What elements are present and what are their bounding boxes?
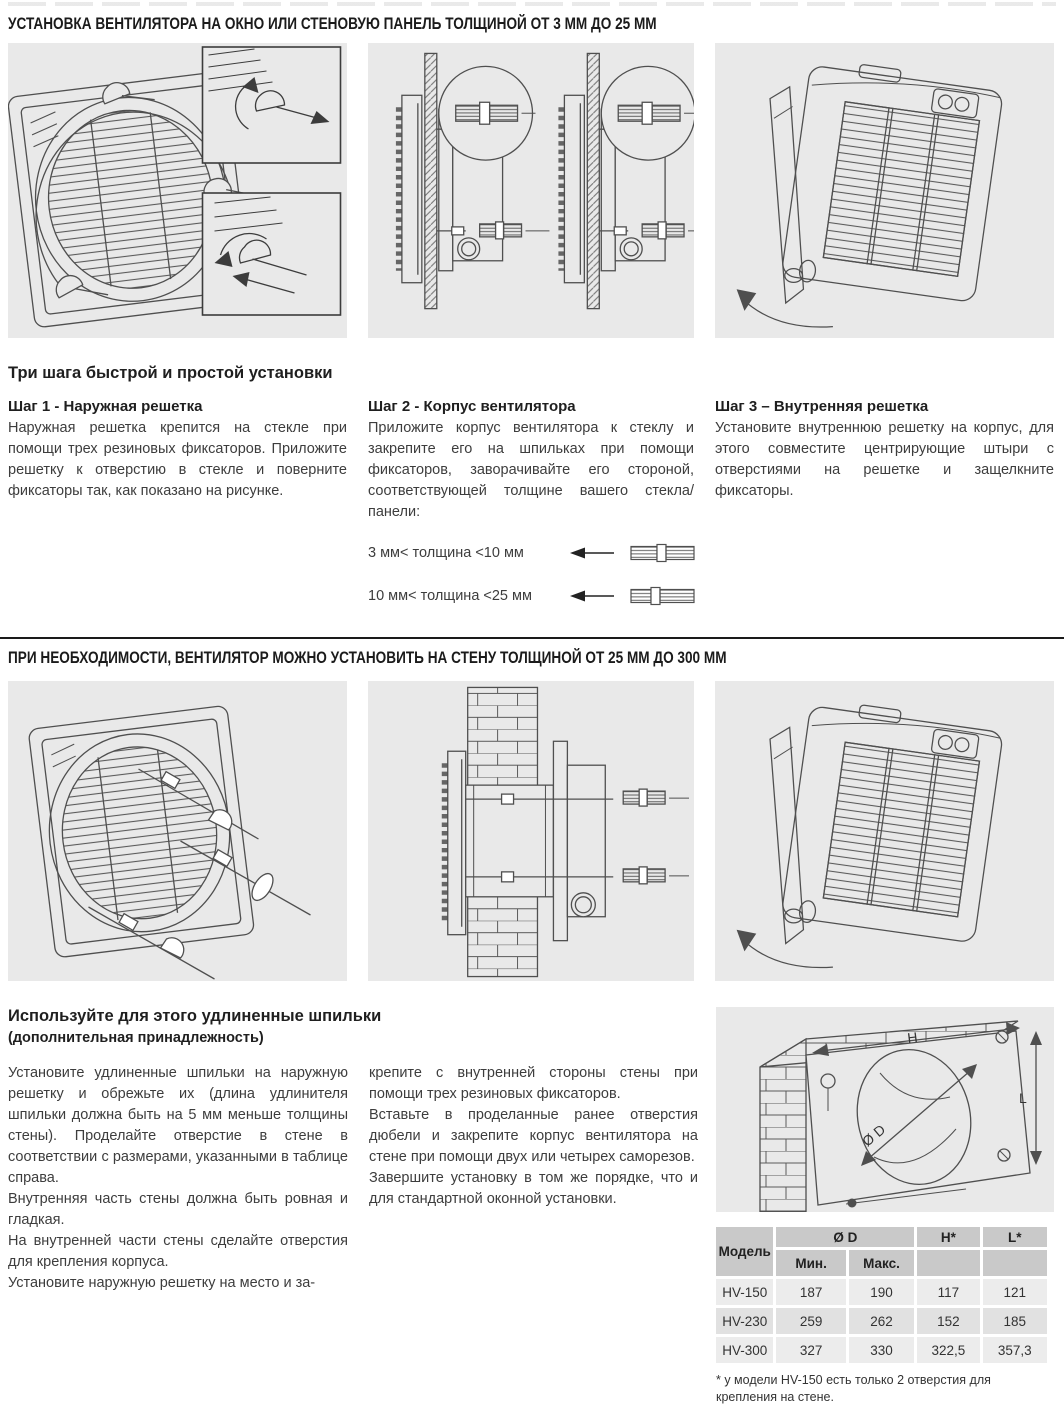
dimension-label-d: Ø D (858, 1121, 889, 1150)
cell-l-1: 185 (983, 1308, 1047, 1334)
table-header-min: Мин. (776, 1250, 845, 1276)
cell-h-2: 322,5 (917, 1337, 979, 1363)
table-header-diameter: Ø D (776, 1227, 914, 1247)
fixator-thick-icon (630, 585, 696, 607)
cell-min-1: 259 (776, 1308, 845, 1334)
step-3 (715, 398, 1054, 609)
paragraph: Завершите установку в том же порядке, что и для стандартной оконной установки. (369, 1170, 698, 1208)
fixator-thin-icon (630, 542, 696, 564)
illustration-wall-cross-section (368, 681, 694, 981)
illustration-grille-long-pins (8, 681, 347, 981)
left-arrow-icon (568, 546, 616, 560)
left-arrow-icon (568, 589, 616, 603)
thickness-spec-2-label: 10 мм< толщина <25 мм (368, 588, 532, 605)
table-header-h: H* (917, 1227, 979, 1247)
table-footnote: * у модели HV-150 есть только 2 отверстия для крепления на стене. (716, 1373, 991, 1404)
illustration-row-wall-install (8, 681, 1056, 981)
paragraph: Внутренняя часть стены должна быть ровная и гладкая. (8, 1191, 348, 1229)
illustration-side-mount-glass (368, 43, 694, 338)
cell-h-0: 117 (917, 1279, 979, 1305)
cropped-previous-line (8, 2, 1056, 6)
step-2-text: Приложите корпус вентилятора к стеклу и закрепите его на шпильках при помощи фиксаторов, заворачивайте его стороной, соответствующей толщине вашего стекла/панели: (368, 420, 694, 521)
step-2-title: Шаг 2 - Корпус вентилятора (368, 398, 576, 415)
steps-subtitle: Три шага быстрой и простой установки (8, 364, 333, 382)
step-1-title: Шаг 1 - Наружная решетка (8, 398, 203, 415)
text-column-2 (369, 1063, 698, 1294)
illustration-fan-inner-grille-2 (715, 681, 1054, 981)
table-header-l: L* (983, 1227, 1047, 1247)
cell-h-1: 152 (917, 1308, 979, 1334)
paragraph: крепите с внутренней стороны стены при помощи трех резиновых фиксаторов. (369, 1065, 698, 1103)
dimensions-table (716, 1227, 1047, 1363)
illustration-row-window-install (8, 43, 1056, 338)
table-header-h-sub (917, 1250, 979, 1276)
table-header-l-sub (983, 1250, 1047, 1276)
cell-model-0: HV-150 (716, 1279, 773, 1305)
steps-columns (8, 398, 1056, 609)
step-2 (368, 398, 694, 609)
step-3-title: Шаг 3 – Внутренняя решетка (715, 398, 929, 415)
step-1 (8, 398, 347, 609)
step-1-text: Наружная решетка крепится на стекле при помощи трех резиновых фиксаторов. Приложите решетку к отверстию в стекле и поверните фиксаторы так, как показано на рисунке. (8, 420, 347, 500)
illustration-outer-grille-fixators (8, 43, 347, 338)
cell-model-2: HV-300 (716, 1337, 773, 1363)
table-header-max: Макс. (849, 1250, 914, 1276)
cell-max-1: 262 (849, 1308, 914, 1334)
section-divider (0, 637, 1064, 639)
paragraph: Вставьте в проделанные ранее отверстия дюбели и закрепите корпус вентилятора на стене при помощи двух или четырех саморезов. (369, 1107, 698, 1166)
pins-subtitle-note: (дополнительная принадлежность) (8, 1030, 264, 1047)
thickness-spec-2 (368, 583, 694, 609)
cell-max-0: 190 (849, 1279, 914, 1305)
paragraph: Установите удлиненные шпильки на наружную решетку и обрежьте их (длина удлинителя шпильки должна быть на 5 мм меньше толщины стены). Проделайте отверстие в стене в соответствии с размерами, указанными в таблице справа. (8, 1065, 348, 1187)
paragraph: На внутренней части стены сделайте отверстия для крепления корпуса. (8, 1233, 348, 1271)
wall-install-section (8, 1007, 1056, 1418)
thickness-spec-1 (368, 540, 694, 566)
thickness-spec-1-label: 3 мм< толщина <10 мм (368, 545, 524, 562)
cell-min-0: 187 (776, 1279, 845, 1305)
illustration-wall-dimensions (716, 1007, 1054, 1212)
dimension-label-l: L (1019, 1090, 1027, 1107)
pins-subtitle: Используйте для этого удлиненные шпильки (8, 1007, 382, 1026)
text-column-1 (8, 1063, 348, 1294)
cell-l-2: 357,3 (983, 1337, 1047, 1363)
paragraph: Установите наружную решетку на место и за- (8, 1275, 316, 1292)
dimension-label-h: H (906, 1028, 919, 1047)
cell-model-1: HV-230 (716, 1308, 773, 1334)
section2-title: ПРИ НЕОБХОДИМОСТИ, ВЕНТИЛЯТОР МОЖНО УСТАНОВИТЬ НА СТЕНУ ТОЛЩИНОЙ ОТ 25 ММ ДО 300 ММ (8, 648, 727, 668)
illustration-fan-inner-grille (715, 43, 1054, 338)
cell-l-0: 121 (983, 1279, 1047, 1305)
step-3-text: Установите внутреннюю решетку на корпус, для этого совместите центрирующие штыри с отверстиями на решетке и защелкните фиксаторы. (715, 420, 1054, 500)
cell-min-2: 327 (776, 1337, 845, 1363)
section1-title: УСТАНОВКА ВЕНТИЛЯТОРА НА ОКНО ИЛИ СТЕНОВУЮ ПАНЕЛЬ ТОЛЩИНОЙ ОТ 3 ММ ДО 25 ММ (8, 14, 657, 33)
manual-page (0, 2, 1064, 1418)
cell-max-2: 330 (849, 1337, 914, 1363)
table-header-model: Модель (716, 1227, 773, 1276)
wall-install-text-columns (8, 1063, 698, 1294)
